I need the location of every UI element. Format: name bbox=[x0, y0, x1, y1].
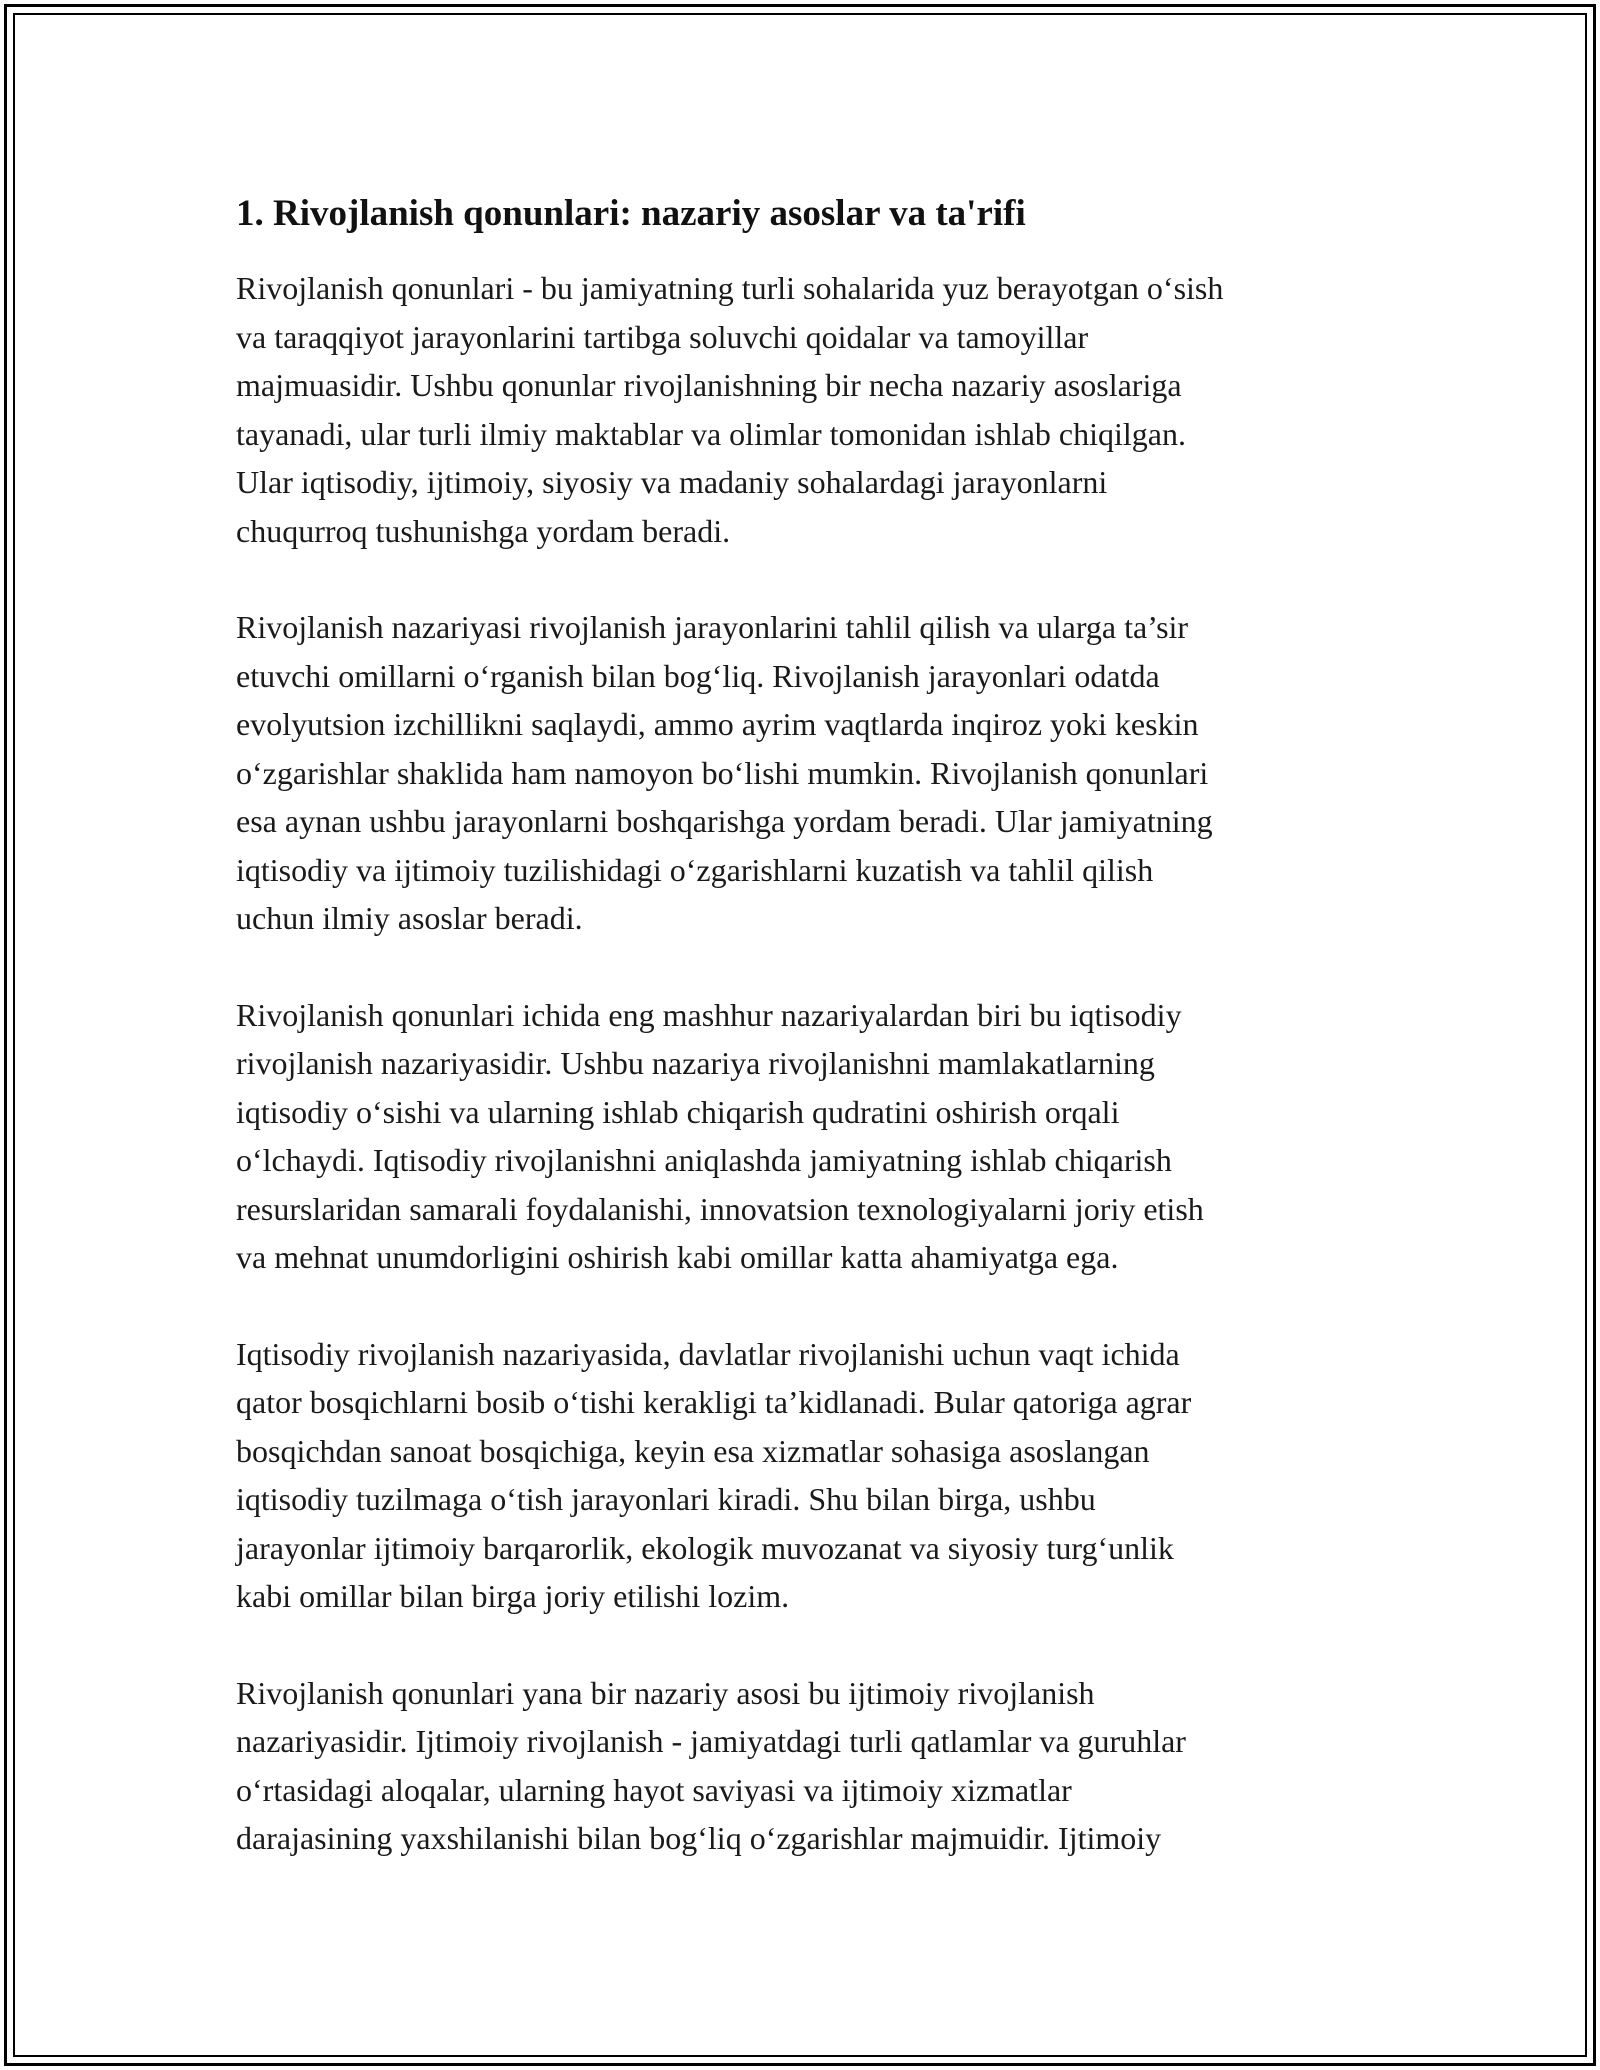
paragraph-line: Rivojlanish nazariyasi rivojlanish jarayonlarini tahlil qilish va ularga ta’sir bbox=[236, 609, 1189, 645]
paragraph-line: rivojlanish nazariyasidir. Ushbu nazariya rivojlanishni mamlakatlarning bbox=[236, 1045, 1155, 1081]
paragraph-line: majmuasidir. Ushbu qonunlar rivojlanishning bir necha nazariy asoslariga bbox=[236, 367, 1182, 403]
paragraph-4 bbox=[236, 1330, 1376, 1621]
paragraph-line: nazariyasidir. Ijtimoiy rivojlanish - jamiyatdagi turli qatlamlar va guruhlar bbox=[236, 1723, 1186, 1759]
paragraph-line: kabi omillar bilan birga joriy etilishi lozim. bbox=[236, 1578, 790, 1614]
paragraph-line: evolyutsion izchillikni saqlaydi, ammo ayrim vaqtlarda inqiroz yoki keskin bbox=[236, 706, 1199, 742]
paragraph-line: iqtisodiy tuzilmaga o‘tish jarayonlari kiradi. Shu bilan birga, ushbu bbox=[236, 1481, 1096, 1517]
paragraph-line: etuvchi omillarni o‘rganish bilan bog‘liq. Rivojlanish jarayonlari odatda bbox=[236, 657, 1160, 694]
paragraph-line: Iqtisodiy rivojlanish nazariyasida, davlatlar rivojlanishi uchun vaqt ichida bbox=[236, 1335, 1180, 1372]
paragraph-line: qator bosqichlarni bosib o‘tishi kerakligi ta’kidlanadi. Bular qatoriga agrar bbox=[236, 1384, 1192, 1420]
paragraph-line: resurslaridan samarali foydalanishi, innovatsion texnologiyalarni joriy etish bbox=[236, 1190, 1204, 1227]
paragraph-line: iqtisodiy o‘sishi va ularning ishlab chiqarish qudratini oshirish orqali bbox=[236, 1093, 1120, 1130]
paragraph-line: o‘zgarishlar shaklida ham namoyon bo‘lishi mumkin. Rivojlanish qonunlari bbox=[236, 754, 1209, 791]
section-heading: 1. Rivojlanish qonunlari: nazariy asoslar va ta'rifi bbox=[236, 193, 1026, 234]
paragraph-line: Rivojlanish qonunlari yana bir nazariy asosi bu ijtimoiy rivojlanish bbox=[236, 1674, 1095, 1711]
paragraph-line: va taraqqiyot jarayonlarini tartibga soluvchi qoidalar va tamoyillar bbox=[236, 318, 1089, 355]
paragraph-line: jarayonlar ijtimoiy barqarorlik, ekologik muvozanat va siyosiy turg‘unlik bbox=[236, 1529, 1174, 1566]
paragraph-3 bbox=[236, 991, 1376, 1282]
paragraph-line: iqtisodiy va ijtimoiy tuzilishidagi o‘zgarishlarni kuzatish va tahlil qilish bbox=[236, 851, 1154, 888]
paragraph-line: Ular iqtisodiy, ijtimoiy, siyosiy va madaniy sohalardagi jarayonlarni bbox=[236, 464, 1108, 500]
paragraph-line: esa aynan ushbu jarayonlarni boshqarishga yordam beradi. Ular jamiyatning bbox=[236, 803, 1213, 839]
paragraph-line: tayanadi, ular turli ilmiy maktablar va olimlar tomonidan ishlab chiqilgan. bbox=[236, 415, 1186, 452]
paragraph-line: bosqichdan sanoat bosqichiga, keyin esa xizmatlar sohasiga asoslangan bbox=[236, 1432, 1150, 1469]
paragraph-5 bbox=[236, 1669, 1376, 1863]
paragraph-line: o‘lchaydi. Iqtisodiy rivojlanishni aniqlashda jamiyatning ishlab chiqarish bbox=[236, 1142, 1172, 1178]
paragraph-line: darajasining yaxshilanishi bilan bog‘liq o‘zgarishlar majmuidir. Ijtimoiy bbox=[236, 1820, 1162, 1856]
paragraph-2 bbox=[236, 603, 1376, 943]
paragraph-line: Rivojlanish qonunlari ichida eng mashhur nazariyalardan biri bu iqtisodiy bbox=[236, 996, 1182, 1033]
paragraph-line: chuqurroq tushunishga yordam beradi. bbox=[236, 512, 731, 549]
paragraph-line: uchun ilmiy asoslar beradi. bbox=[236, 900, 583, 936]
paragraph-line: o‘rtasidagi aloqalar, ularning hayot saviyasi va ijtimoiy xizmatlar bbox=[236, 1771, 1072, 1808]
paragraph-1 bbox=[236, 264, 1376, 555]
paragraph-line: va mehnat unumdorligini oshirish kabi omillar katta ahamiyatga ega. bbox=[236, 1239, 1119, 1275]
paragraph-line: Rivojlanish qonunlari - bu jamiyatning turli sohalarida yuz berayotgan o‘sish bbox=[236, 270, 1224, 306]
document-body bbox=[236, 190, 1376, 1911]
